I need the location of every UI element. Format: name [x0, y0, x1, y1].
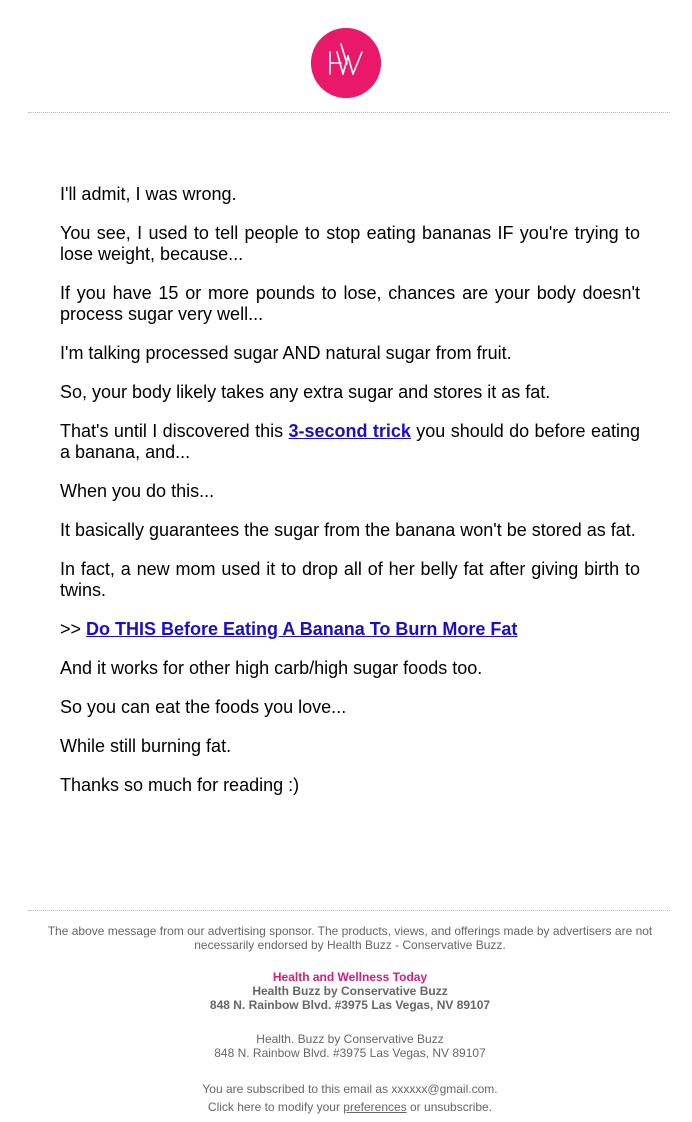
- header-logo-container: [0, 28, 692, 98]
- paragraph-admit: I'll admit, I was wrong.: [60, 184, 237, 204]
- cta-link[interactable]: Do THIS Before Eating A Banana To Burn More Fat: [86, 619, 518, 639]
- paragraph-cta: [60, 619, 640, 640]
- paragraph-guarantees: It basically guarantees the sugar from the banana won't be stored as fat.: [60, 520, 636, 540]
- modify-line: [40, 1098, 660, 1116]
- footer-sponsor: [40, 970, 660, 1012]
- paragraph-when: When you do this...: [60, 481, 215, 501]
- header-divider: [28, 112, 670, 113]
- footer-brand: Health and Wellness Today: [272, 970, 428, 984]
- footer-address-line: 848 N. Rainbow Blvd. #3975 Las Vegas, NV 89107: [214, 1046, 486, 1060]
- footer-address-bold: 848 N. Rainbow Blvd. #3975 Las Vegas, NV 89107: [209, 998, 491, 1012]
- unsubscribe-text[interactable]: unsubscribe: [424, 1100, 489, 1114]
- trick-text-after: you should do before eating a banana, and...: [60, 421, 641, 462]
- footer-disclaimer: The above message from our advertising sponsor. The products, views, and offerings made by advertisers are not necessarily endorsed by Health Buzz - Conservative Buzz.: [47, 924, 653, 952]
- paragraph-pounds: If you have 15 or more pounds to lose, chances are your body doesn't process sugar very well...: [60, 283, 640, 324]
- modify-text-before: Click here to modify your: [207, 1100, 344, 1114]
- trick-link[interactable]: 3-second trick: [288, 421, 411, 441]
- footer-company: Health. Buzz by Conservative Buzz: [256, 1032, 444, 1046]
- preferences-link[interactable]: preferences: [343, 1100, 407, 1114]
- cta-prefix: >>: [60, 619, 87, 639]
- paragraph-thanks: Thanks so much for reading :): [60, 775, 300, 795]
- footer-divider: [28, 910, 670, 911]
- paragraph-high-carb: And it works for other high carb/high sugar foods too.: [60, 658, 483, 678]
- modify-text-middle: or: [406, 1100, 425, 1114]
- paragraph-trick: [60, 421, 640, 463]
- paragraph-new-mom: In fact, a new mom used it to drop all of her belly fat after giving birth to twins.: [60, 559, 640, 600]
- footer-subscription: [40, 1080, 660, 1116]
- hw-logo-icon: [311, 28, 381, 98]
- email-body: [60, 184, 640, 814]
- modify-text-after: .: [488, 1100, 493, 1114]
- paragraph-stores-fat: So, your body likely takes any extra sugar and stores it as fat.: [60, 382, 551, 402]
- paragraph-sugar: I'm talking processed sugar AND natural sugar from fruit.: [60, 343, 512, 363]
- footer-company-bold: Health Buzz by Conservative Buzz: [252, 984, 448, 998]
- paragraph-burning: While still burning fat.: [60, 736, 232, 756]
- subscribed-notice: You are subscribed to this email as xxxxxx@gmail.com.: [202, 1082, 498, 1096]
- paragraph-foods: So you can eat the foods you love...: [60, 697, 347, 717]
- trick-text-before: That's until I discovered this: [60, 421, 289, 441]
- footer-address: [40, 1032, 660, 1060]
- paragraph-bananas: You see, I used to tell people to stop eating bananas IF you're trying to lose weight, because...: [60, 223, 640, 264]
